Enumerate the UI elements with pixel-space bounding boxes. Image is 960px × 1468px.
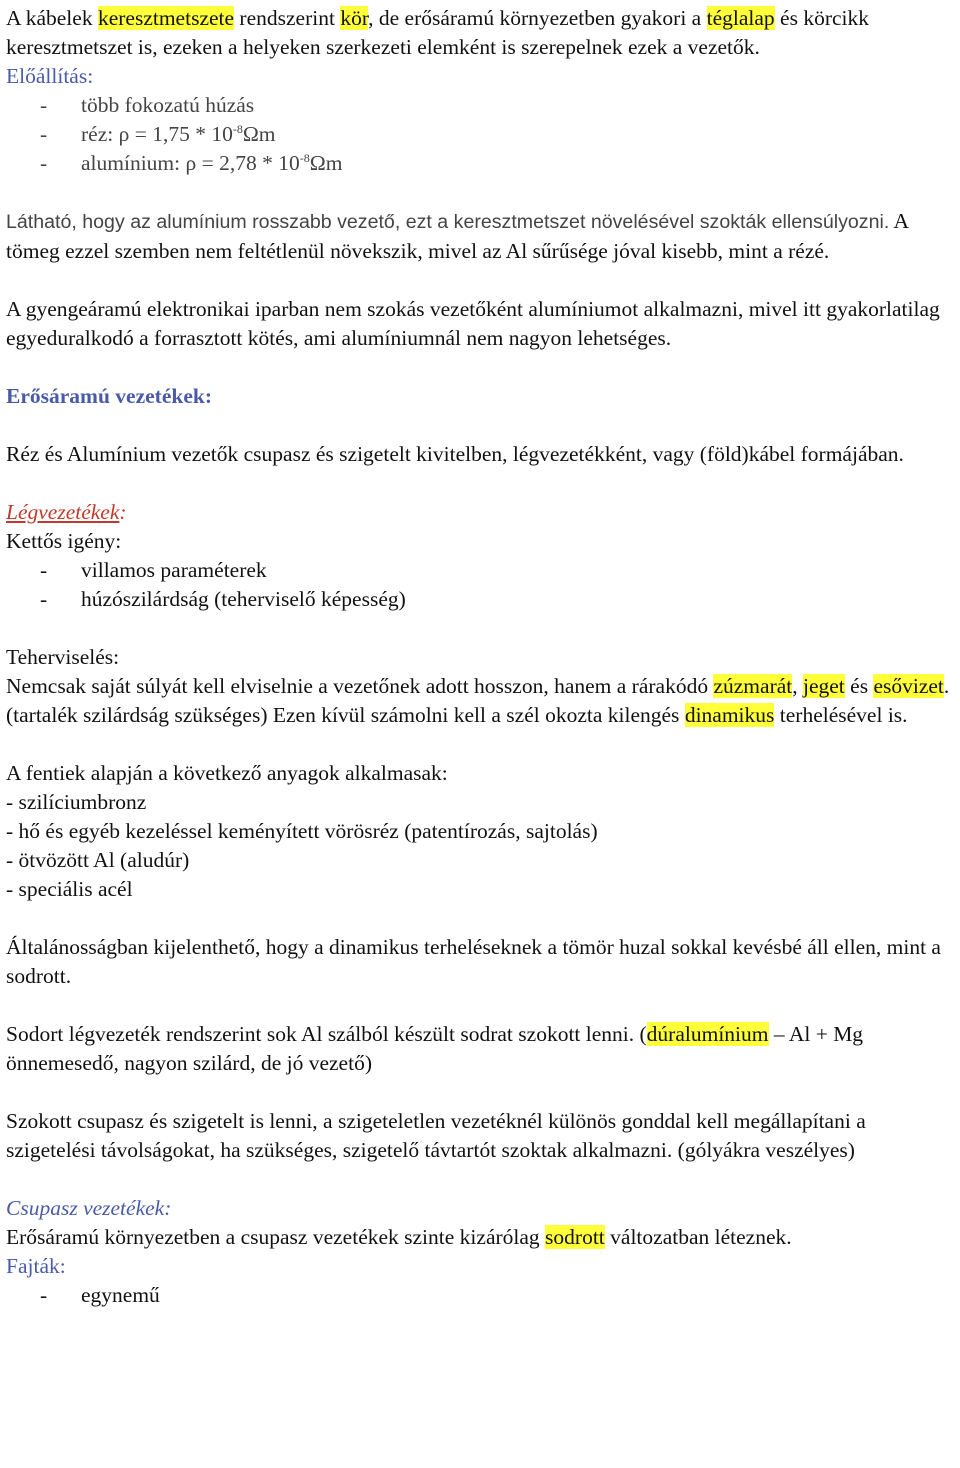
requirements-title: Kettős igény:: [6, 529, 122, 553]
paragraph-conductor-types: Réz és Alumínium vezetők csupasz és szigetelt kivitelben, légvezetékként, vagy (föld)kábel formájában.: [6, 442, 904, 466]
text: , de erősáramú környezetben gyakori a: [368, 6, 707, 30]
requirement-item: [6, 556, 956, 585]
highlight-sodrott: sodrott: [545, 1225, 605, 1249]
paragraph-cable-cross-section: [6, 4, 956, 62]
text: változatban léteznek.: [604, 1225, 792, 1249]
highlight-keresztmetszete: keresztmetszete: [97, 6, 235, 30]
list-dash: -: [40, 151, 48, 175]
highlight-kor: kör: [340, 6, 369, 30]
text: Sodort légvezeték rendszerint sok Al szálból készült sodrat szokott lenni. (: [6, 1022, 647, 1046]
text: . (tartalék szilárdság szükséges) Ezen kívül számolni kell a szél okozta kilengés: [6, 674, 950, 727]
text: és körcikk keresztmetszet is, ezeken a helyeken szerkezeti elemként is szerepelnek ezek a vezetők.: [6, 6, 870, 59]
requirement-item: [6, 585, 956, 614]
types-title: Fajták:: [6, 1254, 66, 1278]
paragraph-bare: [6, 1223, 956, 1252]
document-page: [6, 4, 956, 1310]
list-dash: -: [40, 1283, 48, 1307]
production-item: [6, 91, 956, 120]
text: Látható, hogy az alumínium rosszabb vezető, ezt a keresztmetszet növelésével szokták ellensúlyozni.: [6, 211, 890, 233]
bare-conductors-title: Csupasz vezetékek:: [6, 1196, 172, 1220]
text: – Al + Mg önnemesedő, nagyon szilárd, de jó vezető): [6, 1022, 864, 1075]
material-item: - ötvözött Al (aludúr): [6, 848, 190, 872]
production-item: [6, 120, 956, 149]
list-dash: -: [40, 558, 48, 582]
type-item: [6, 1281, 956, 1310]
overhead-lines-title: [6, 498, 956, 527]
list-item-text: réz: ρ = 1,75 * 10: [81, 122, 233, 146]
unit: Ωm: [309, 151, 343, 175]
text: Erősáramú környezetben a csupasz vezetékek szinte kizárólag: [6, 1225, 546, 1249]
text: Nemcsak saját súlyát kell elviselnie a vezetőnek adott hosszon, hanem a rárakódó: [6, 674, 714, 698]
list-item-text: több fokozatú húzás: [81, 93, 255, 117]
paragraph-stranded: [6, 1020, 956, 1078]
material-item: - hő és egyéb kezeléssel keményített vörösréz (patentírozás, sajtolás): [6, 819, 598, 843]
paragraph-dynamic-load: Általánosságban kijelenthető, hogy a dinamikus terheléseknek a tömör huzal sokkal kevésbé áll ellen, mint a sodrott.: [6, 935, 941, 988]
production-title: Előállítás:: [6, 64, 94, 88]
list-item-text: villamos paraméterek: [81, 558, 267, 582]
list-dash: -: [40, 93, 48, 117]
section-title: Légvezetékek: [6, 500, 120, 524]
highlight-teglalap: téglalap: [706, 6, 775, 30]
heading-power-conductors: Erősáramú vezetékek:: [6, 384, 212, 408]
text: ,: [792, 674, 803, 698]
list-item-text: alumínium: ρ = 2,78 * 10: [81, 151, 300, 175]
list-item-text: húzószilárdság (teherviselő képesség): [81, 587, 406, 611]
highlight-zuzmarat: zúzmarát: [713, 674, 793, 698]
title-colon: :: [119, 500, 127, 524]
text: A kábelek: [6, 6, 98, 30]
text: rendszerint: [234, 6, 341, 30]
paragraph-weak-current: A gyengeáramú elektronikai iparban nem szokás vezetőként alumíniumot alkalmazni, mivel itt gyakorlatilag egyeduralkodó a forrasztott kötés, ami alumíniumnál nem nagyon lehetséges.: [6, 297, 940, 350]
material-item: - szilíciumbronz: [6, 790, 147, 814]
text: és: [844, 674, 874, 698]
material-item: - speciális acél: [6, 877, 133, 901]
list-dash: -: [40, 587, 48, 611]
exponent: -8: [299, 150, 310, 165]
highlight-duraluminium: dúralumínium: [646, 1022, 769, 1046]
production-item: [6, 149, 956, 178]
unit: Ωm: [242, 122, 276, 146]
paragraph-load: [6, 672, 956, 730]
paragraph-insulation: Szokott csupasz és szigetelt is lenni, a szigeteletlen vezetéknél különös gonddal kell megállapítani a szigetelési távolságokat, ha szükséges, szigetelő távtartót szoktak alkalmazni. (gólyákra veszélyes): [6, 1109, 866, 1162]
materials-title: A fentiek alapján a következő anyagok alkalmasak:: [6, 761, 448, 785]
text: A tömeg ezzel szemben nem feltétlenül növekszik, mivel az Al sűrűsége jóval kisebb, mint a rézé.: [6, 209, 908, 263]
load-title: Teherviselés:: [6, 645, 120, 669]
list-dash: -: [40, 122, 48, 146]
paragraph-aluminium-conductivity: [6, 207, 956, 266]
highlight-dinamikus: dinamikus: [684, 703, 775, 727]
highlight-esovizet: esővizet: [873, 674, 944, 698]
highlight-jeget: jeget: [803, 674, 845, 698]
exponent: -8: [232, 121, 243, 136]
text: terhelésével is.: [774, 703, 908, 727]
list-item-text: egynemű: [81, 1283, 160, 1307]
